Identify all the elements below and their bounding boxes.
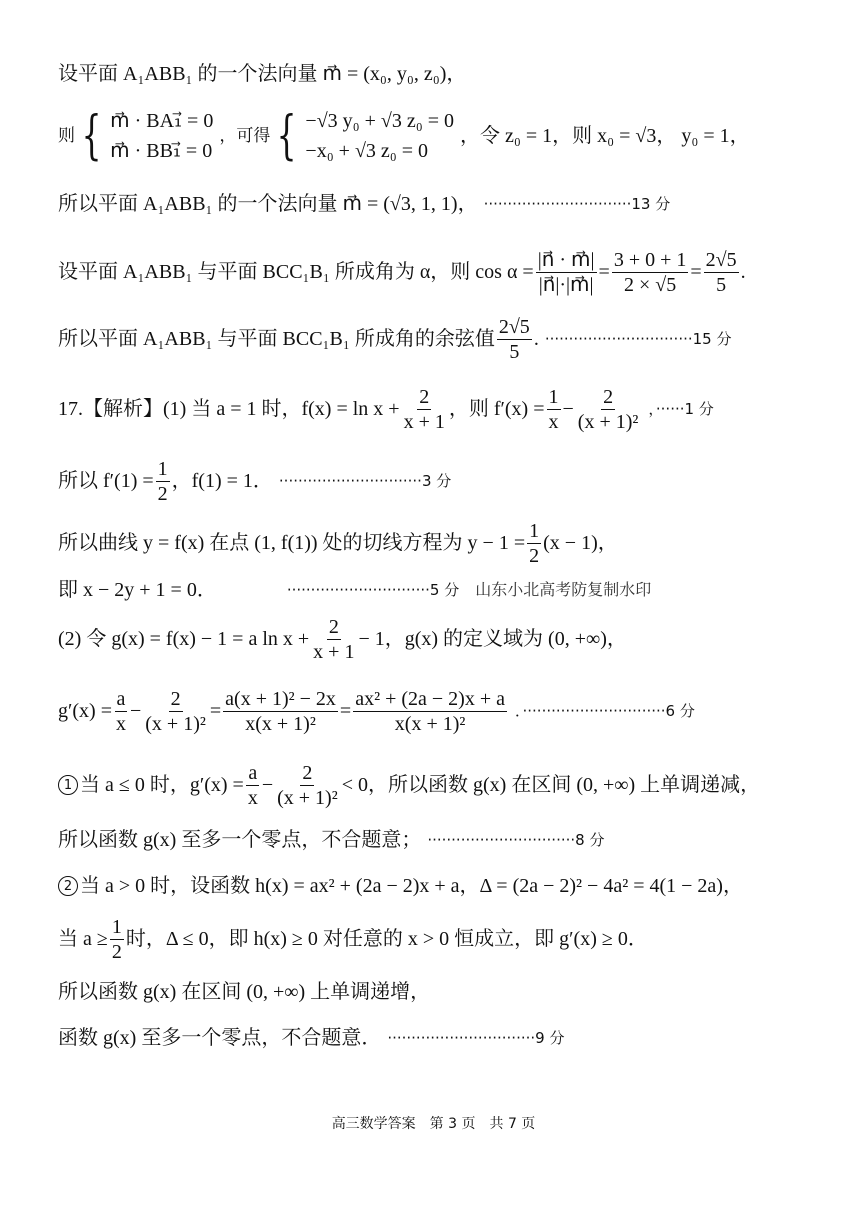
equation-system-line: 则 { m⃗ · BA₁⃗ = 0 m⃗ · BB₁⃗ = 0 ，可得 { −√3 y₀ + √3 z₀ = 0 −x₀ + √3 z₀ = 0 ，令 z₀ = 1，则 x₀ = √3， y₀ = 1， — [58, 106, 750, 166]
fraction: $\frac{2√5}{5}$ — [498, 315, 530, 363]
dot-product-system: m⃗ · BA₁⃗ = 0 m⃗ · BB₁⃗ = 0 — [110, 110, 214, 162]
fraction: $\frac{2}{\text{(x + 1)²}}$ — [145, 687, 206, 735]
cosine-conclusion-line: 所以平面 A₁ABB₁ 与平面 BCC₁B₁ 所成角的余弦值 $\frac{2√5}{5}$ . ·······························15 分 — [58, 315, 732, 363]
case1-conclusion: 所以函数 g(x) 至多一个零点，不合题意； ·······························8 分 — [58, 829, 605, 851]
fraction: $\frac{2}{\text{(x + 1)²}}$ — [277, 761, 338, 809]
tangent-line-equation: 所以曲线 y = f(x) 在点 (1, f(1)) 处的切线方程为 y − 1 = $\frac{1}{2}$ (x − 1)， — [58, 519, 618, 567]
score-marker: ·······························15 分 — [544, 329, 732, 348]
score-marker: ．······························6 分 — [515, 701, 695, 720]
fraction: $\frac{2√5}{5}$ — [705, 248, 737, 296]
part2-definition-line: (2) 令 g(x) = f(x) − 1 = a ln x + $\frac{2}{x + 1}$ − 1，g(x) 的定义域为 (0, +∞)， — [58, 615, 627, 663]
score-marker: ·······························13 分 — [483, 194, 671, 213]
cosine-angle-line: 设平面 A₁ABB₁ 与平面 BCC₁B₁ 所成角为 α，则 cos α = $\frac{|n⃗ \cdot m⃗|}{|n⃗|\cdot|m⃗|}$ = $\frac{3 + 0 + 1}{2 \times √5}$ = $\frac{2√5}{5}$ . — [58, 248, 746, 296]
circled-number-icon: 2 — [58, 876, 78, 896]
normal-vector-setup: 设平面 A₁ABB₁ 的一个法向量 m⃗ = (x₀, y₀, z₀)， — [58, 63, 467, 85]
fraction: $\frac{a}{x}$ — [247, 761, 258, 809]
problem-17-part1-line: 17.【解析】(1) 当 a = 1 时，f(x) = ln x + $\frac{2}{x + 1}$ ，则 f′(x) = $\frac{1}{x}$ − $\frac{2}{\text{(x + 1)²}}$ ，······1 分 — [58, 385, 714, 433]
fraction: $\frac{1}{2}$ — [111, 915, 122, 963]
coordinate-system: −√3 y₀ + √3 z₀ = 0 −x₀ + √3 z₀ = 0 — [305, 110, 455, 162]
case2-line: 2 当 a > 0 时，设函数 h(x) = ax² + (2a − 2)x + a，Δ = (2a − 2)² − 4a² = 4(1 − 2a)， — [58, 876, 847, 896]
score-marker: ，······1 分 — [648, 399, 714, 418]
fraction: $\frac{1}{x}$ — [548, 385, 559, 433]
score-marker: ·······························8 分 — [427, 830, 605, 849]
fraction: $\frac{|n⃗ \cdot m⃗|}{|n⃗|\cdot|m⃗|}$ — [537, 248, 595, 296]
fraction: $\frac{a}{x}$ — [115, 687, 126, 735]
fraction: $\frac{1}{2}$ — [157, 457, 168, 505]
page-footer: 高三数学答案 第 3 页 共 7 页 — [331, 1116, 536, 1132]
case1-line: 1 当 a ≤ 0 时，g′(x) = $\frac{a}{x}$ − $\frac{2}{\text{(x + 1)²}}$ < 0，所以函数 g(x) 在区间 (0, +∞) 上单调递减， — [58, 760, 847, 810]
score-marker: ······························5 分 — [286, 580, 460, 599]
case2-conclusion: 函数 g(x) 至多一个零点，不合题意． ·······························9 分 — [58, 1027, 565, 1049]
fraction: $\frac{2}{\text{(x + 1)²}}$ — [577, 385, 639, 433]
fraction: $\frac{\text{a(x + 1)² − 2x}}{\text{x(x + 1)²}}$ — [225, 687, 336, 735]
fraction: $\frac{\text{ax² + (2a − 2)x + a}}{\text{x(x + 1)²}}$ — [355, 687, 505, 735]
watermark-text: 山东小北高考防复制水印 — [475, 580, 652, 599]
normal-vector-result: 所以平面 A₁ABB₁ 的一个法向量 m⃗ = (√3, 1, 1)， ·······························13 分 — [58, 193, 671, 215]
circled-number-icon: 1 — [58, 775, 78, 795]
derivative-value-line: 所以 f′(1) = $\frac{1}{2}$ ，f(1) = 1． ······························3 分 — [58, 457, 452, 505]
tangent-line-result: 即 x − 2y + 1 = 0． ······························5 分 山东小北高考防复制水印 — [58, 579, 652, 601]
g-derivative-line: g′(x) = $\frac{a}{x}$ − $\frac{2}{\text{(x + 1)²}}$ = $\frac{\text{a(x + 1)² − 2x}}{\text{x(x + 1)²}}$ = $\frac{\text{ax² + (2a − 2)x + a}}{\text{x(x + 1)²}}$ ．······························6 分 — [58, 687, 695, 735]
score-marker: ······························3 分 — [278, 471, 452, 490]
left-brace-icon: { — [276, 106, 297, 166]
fraction: $\frac{1}{2}$ — [529, 519, 540, 567]
fraction: $\frac{2}{x + 1}$ — [403, 385, 445, 433]
fraction: $\frac{3 + 0 + 1}{2 \times √5}$ — [613, 248, 687, 296]
score-marker: ·······························9 分 — [387, 1028, 565, 1047]
case2-subcase-line: 当 a ≥ $\frac{1}{2}$ 时，Δ ≤ 0，即 h(x) ≥ 0 对任意的 x > 0 恒成立，即 g′(x) ≥ 0． — [58, 915, 648, 963]
fraction: $\frac{2}{x + 1}$ — [313, 615, 355, 663]
left-brace-icon: { — [81, 106, 102, 166]
monotonic-increase-line: 所以函数 g(x) 在区间 (0, +∞) 上单调递增， — [58, 981, 431, 1003]
